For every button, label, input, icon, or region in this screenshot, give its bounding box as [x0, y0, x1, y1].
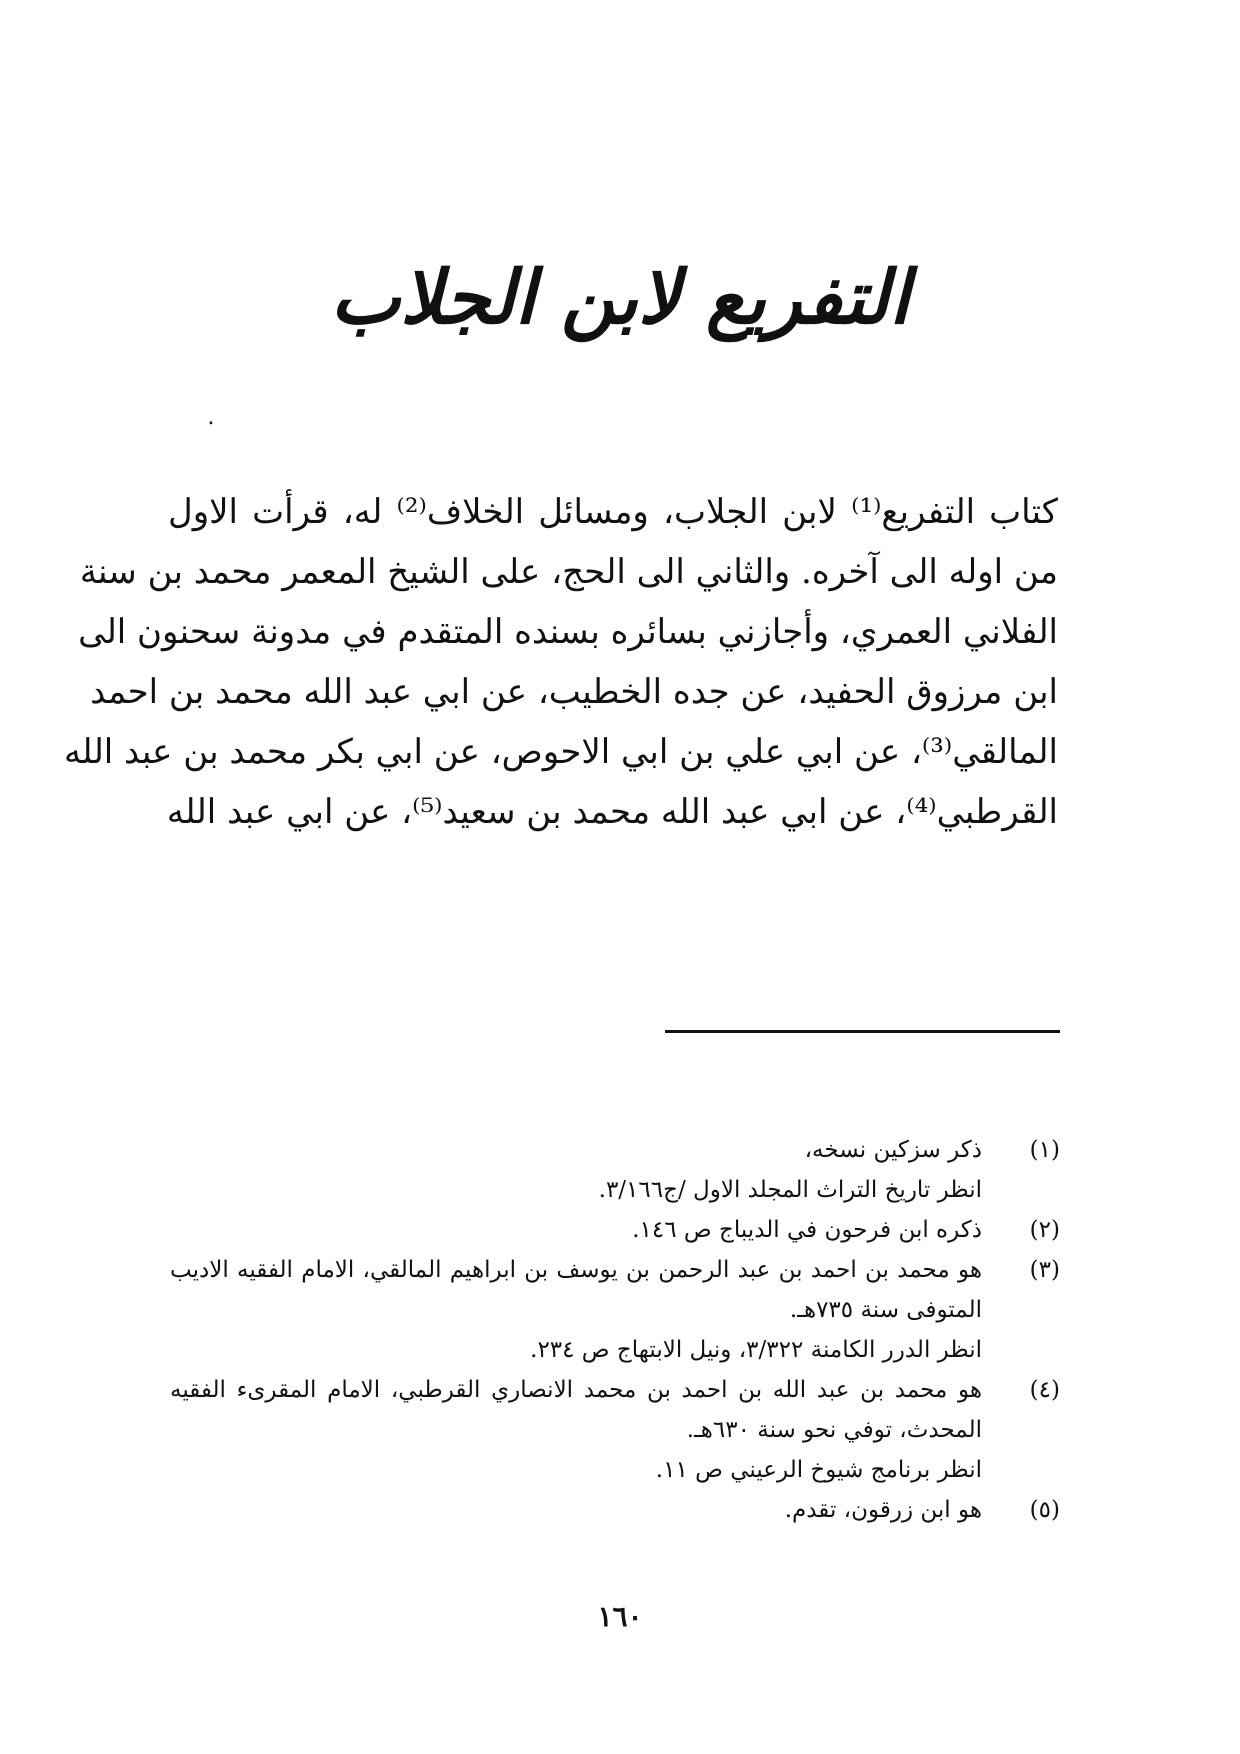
section-mark: ٠ [205, 410, 217, 435]
body-line: ابن مرزوق الحفيد، عن جده الخطيب، عن ابي عبد الله محمد بن احمد [90, 672, 1058, 712]
footnote-number: (٢) [1029, 1217, 1060, 1243]
body-line: من اوله الى آخره. والثاني الى الحج، على الشيخ المعمر محمد بن سنة [79, 552, 1058, 592]
footnote-line: المتوفى سنة ٧٣٥هـ. [789, 1297, 982, 1323]
page-title: التفريع لابن الجلاب [330, 255, 910, 341]
footnote-3 [170, 1250, 1060, 1370]
footnote-number: (٤) [1029, 1377, 1060, 1403]
body-paragraph [63, 482, 1058, 842]
footnote-4 [170, 1370, 1060, 1490]
body-line: القرطبي⁽⁴⁾، عن ابي عبد الله محمد بن سعيد⁽⁵⁾، عن ابي عبد الله [166, 792, 1058, 832]
footnote-line: انظر الدرر الكامنة ٣/٣٢٢، ونيل الابتهاج ص ٢٣٤. [530, 1337, 982, 1363]
footnote-2 [170, 1210, 1060, 1250]
footnote-line: المحدث، توفي نحو سنة ٦٣٠هـ. [686, 1417, 982, 1443]
footnote-line: ذكره ابن فرحون في الديباج ص ١٤٦. [632, 1217, 982, 1243]
footnote-number: (٥) [1029, 1497, 1060, 1523]
footnote-1 [170, 1130, 1060, 1210]
footnote-number: (١) [1029, 1137, 1060, 1163]
body-line: المالقي⁽³⁾، عن ابي علي بن ابي الاحوص، عن ابي بكر محمد بن عبد الله [63, 732, 1058, 772]
footnote-line: هو محمد بن عبد الله بن احمد بن محمد الانصاري القرطبي، الامام المقرىء الفقيه [170, 1377, 982, 1403]
footnote-line: هو ابن زرقون، تقدم. [784, 1497, 982, 1523]
footnotes [170, 1130, 1060, 1530]
footnote-number: (٣) [1029, 1257, 1060, 1283]
body-line: الفلاني العمري، وأجازني بسائره بسنده المتقدم في مدونة سحنون الى [78, 612, 1058, 652]
page-number: ١٦٠ [597, 1600, 643, 1633]
footnote-line: ذكر سزكين نسخه، [804, 1137, 982, 1163]
footnote-line: انظر تاريخ التراث المجلد الاول /ج٣/١٦٦. [598, 1177, 982, 1203]
footnote-line: انظر برنامج شيوخ الرعيني ص ١١. [655, 1457, 982, 1483]
footnote-line: هو محمد بن احمد بن عبد الرحمن بن يوسف بن ابراهيم المالقي، الامام الفقيه الاديب [170, 1257, 982, 1283]
footnote-separator [665, 1030, 1060, 1033]
footnote-5 [170, 1490, 1060, 1530]
body-line: كتاب التفريع⁽¹⁾ لابن الجلاب، ومسائل الخلاف⁽²⁾ له، قرأت الاول [168, 492, 1058, 532]
